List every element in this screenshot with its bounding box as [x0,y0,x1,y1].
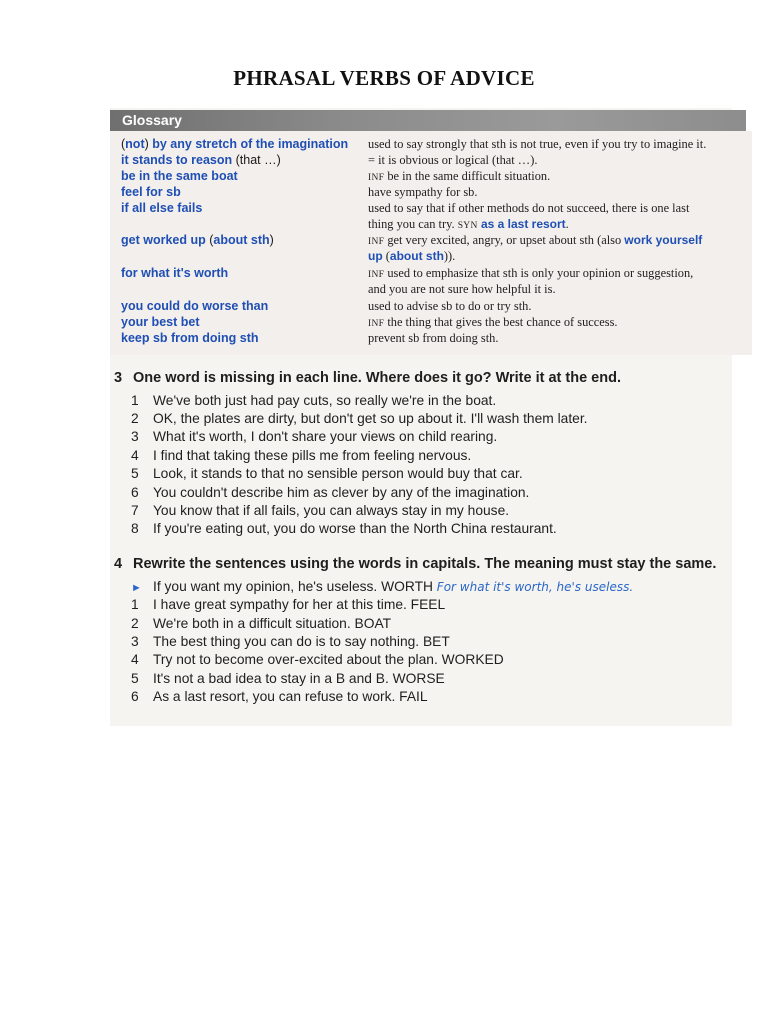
page-title: PHRASAL VERBS OF ADVICE [233,66,535,90]
glossary-term: keep sb from doing sth [121,331,259,345]
example-answer: For what it's worth, he's useless. [436,580,634,594]
exercise-3-item: 8 If you're eating out, you do worse than the North China restaurant. [131,521,557,536]
glossary-term: feel for sb [121,185,181,199]
exercise-4-item: 1 I have great sympathy for her at this time. FEEL [131,597,446,612]
exercise-3-item: 1 We've both just had pay cuts, so really we're in the boat. [131,393,497,408]
exercise-4-example: ► If you want my opinion, he's useless. WORTH For what it's worth, he's useless. [131,579,634,594]
glossary-definition: INF be in the same difficult situation. [368,169,551,183]
exercise-4-item: 2 We're both in a difficult situation. BOAT [131,616,392,631]
glossary-definition-cont: and you are not sure how helpful it is. [368,282,556,296]
exercise-3-item: 4 I find that taking these pills me from feeling nervous. [131,448,472,463]
glossary-definition: used to say strongly that sth is not true, even if you try to imagine it. [368,137,707,151]
glossary-term: (not) by any stretch of the imagination [121,137,349,151]
glossary-heading: Glossary [122,112,182,128]
glossary-definition-cont: thing you can try. SYN as a last resort. [368,217,569,231]
glossary-term: you could do worse than [121,299,269,313]
glossary-definition: prevent sb from doing sth. [368,331,499,345]
glossary-definition: have sympathy for sb. [368,185,478,199]
glossary-definition: INF get very excited, angry, or upset about sth (also work yourself [368,233,703,247]
exercise-3-item: 2 OK, the plates are dirty, but don't get so up about it. I'll wash them later. [131,411,588,426]
glossary-definition: = it is obvious or logical (that …). [368,153,538,167]
glossary-definition-cont: up (about sth)). [368,249,456,263]
exercise-4-item: 4 Try not to become over-excited about the plan. WORKED [131,652,504,667]
glossary-header [110,110,746,131]
glossary-definition: used to say that if other methods do not succeed, there is one last [368,201,690,215]
glossary-term: be in the same boat [121,169,238,183]
exercise-3-item: 3 What it's worth, I don't share your views on child rearing. [131,429,498,444]
exercise-4-instruction: 4 Rewrite the sentences using the words in capitals. The meaning must stay the same. [114,556,717,572]
exercise-3-instruction: 3 One word is missing in each line. Where does it go? Write it at the end. [114,370,621,386]
exercise-3-item: 6 You couldn't describe him as clever by any of the imagination. [131,485,530,500]
glossary-term: for what it's worth [121,266,229,280]
glossary-definition: INF the thing that gives the best chance of success. [368,315,618,329]
exercise-3-item: 7 You know that if all fails, you can always stay in my house. [131,503,510,518]
glossary-definition: INF used to emphasize that sth is only your opinion or suggestion, [368,266,694,280]
glossary-term: your best bet [121,315,200,329]
play-arrow-icon: ► [131,582,142,594]
exercise-4-item: 6 As a last resort, you can refuse to work. FAIL [131,689,428,704]
glossary-term: if all else fails [121,201,203,215]
glossary-term: get worked up (about sth) [121,233,274,247]
glossary-term: it stands to reason (that …) [121,153,281,167]
glossary-definition: used to advise sb to do or try sth. [368,299,532,313]
exercise-3-item: 5 Look, it stands to that no sensible person would buy that car. [131,466,523,481]
exercise-4-item: 3 The best thing you can do is to say nothing. BET [131,634,450,649]
exercise-4-item: 5 It's not a bad idea to stay in a B and B. WORSE [131,671,445,686]
